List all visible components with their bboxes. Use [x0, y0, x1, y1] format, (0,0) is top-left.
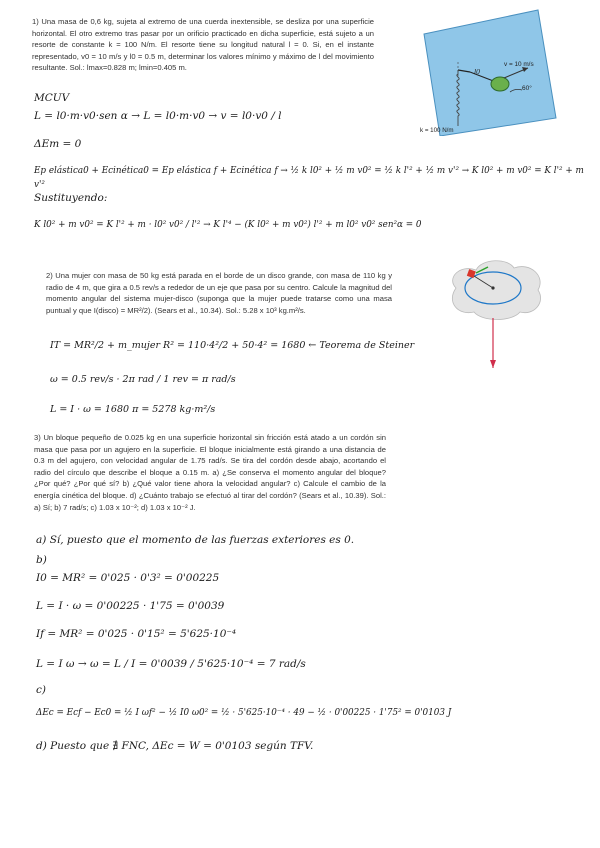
p3-step-6: c) [36, 684, 46, 696]
p1-step-4: Sustituyendo: [34, 192, 108, 204]
p3-step-4: If = MR² = 0'025 · 0'15² = 5'625·10⁻⁴ [36, 628, 237, 640]
problem-2-statement: 2) Una mujer con masa de 50 kg está parada en el borde de un disco grande, con masa de 110 kg y radio de 4 m, que gira a 0.5 rev/s a rededor de un eje que pasa por su centro. Calcule la magnitud del momento angular del sistema mujer-disco (suponga que la mujer puede tratarse como una masa puntual y que I(disco) = MR²/2). (Sears et al., 10.34). Sol.: 5.28 x 10³ kg.m²/s. [46, 271, 392, 315]
p3-step-3: L = I · ω = 0'00225 · 1'75 = 0'0039 [36, 600, 225, 612]
problem-1-figure [418, 8, 558, 136]
spring-label: k = 100 N/m [420, 127, 454, 134]
p3-step-5: L = I ω → ω = L / I = 0'0039 / 5'625·10⁻⁴ = 7 rad/s [36, 658, 306, 670]
p1-step-2: ΔEm = 0 [34, 138, 82, 150]
problem-2-figure [446, 258, 546, 368]
length-label: l0 [474, 67, 480, 76]
p1-step-1: L = l0·m·v0·sen α → L = l0·m·v0 → v = l0·v0 / l [34, 110, 282, 122]
p3-step-7: ΔEc = Ecf − Ec0 = ½ I ωf² − ½ I0 ω0² = ½ · 5'625·10⁻⁴ · 49 − ½ · 0'00225 · 1'75² = 0'0103 J [36, 708, 452, 718]
p1-step-5: K l0² + m v0² = K l'² + m · l0² v0² / l'² → K l'⁴ − (K l0² + m v0²) l'² + m l0² v0² sen²α = 0 [34, 220, 422, 230]
problem-1-statement: 1) Una masa de 0,6 kg, sujeta al extremo de una cuerda inextensible, se desliza por una superficie horizontal. El otro extremo tras pasar por un orificio practicado en dicha superficie, está sujeto a un resorte de constante k = 100 N/m. El resorte tiene su longitud natural l = 0. Si, en el instante representado, v0 = 10 m/s y l0 = 0.5 m, determinar los valores mínimo y máximo de l del movimiento resultante. Sol.: lmax=0.828 m; lmin=0.405 m. [32, 17, 374, 73]
velocity-label: v = 10 m/s [504, 61, 534, 68]
p3-step-1: b) [36, 554, 47, 566]
p2-step-2: L = I · ω = 1680 π = 5278 kg·m²/s [50, 404, 216, 415]
p3-step-2: I0 = MR² = 0'025 · 0'3² = 0'00225 [36, 572, 220, 584]
problem-3-statement: 3) Un bloque pequeño de 0.025 kg en una superficie horizontal sin fricción está atado a un cordón sin masa que pasa por un agujero en la superficie. El bloque inicialmente está girando a una distancia de 0.3 m del agujero, con velocidad angular de 1.75 rad/s. Se tira del cordón desde abajo, acortando el radio del círculo que describe el bloque a 0.15 m. a) ¿Se conserva el momento angular del bloque? ¿Por qué? ¿Por qué sí? b) ¿Qué valor tiene ahora la velocidad angular? c) Calcule el cambio de la energía cinética del bloque. d) ¿Cuánto trabajo se efectuó al tirar del cordón? (Sears et al., 10.39). Sol.: a) Sí; b) 7 rad/s; c) 1.03 x 10⁻²; d) 1.03 x 10⁻² J. [34, 433, 386, 512]
p2-step-1: ω = 0.5 rev/s · 2π rad / 1 rev = π rad/s [50, 374, 236, 385]
p3-step-0: a) Sí, puesto que el momento de las fuerzas exteriores es 0. [36, 534, 355, 546]
p1-step-0: MCUV [34, 92, 70, 104]
p1-step-3: Ep elástica0 + Ecinética0 = Ep elástica f + Ecinética f → ½ k l0² + ½ m v0² = ½ k l'² + ½ m v'² → K l0² + m v0² = K l'² + m v'² [34, 166, 584, 190]
p2-step-0: IT = MR²/2 + m_mujer R² = 110·4²/2 + 50·4² = 1680 ← Teorema de Steiner [50, 340, 415, 351]
p3-step-8: d) Puesto que ∄ FNC, ΔEc = W = 0'0103 según TFV. [36, 740, 314, 752]
angle-label: 60° [522, 85, 532, 92]
